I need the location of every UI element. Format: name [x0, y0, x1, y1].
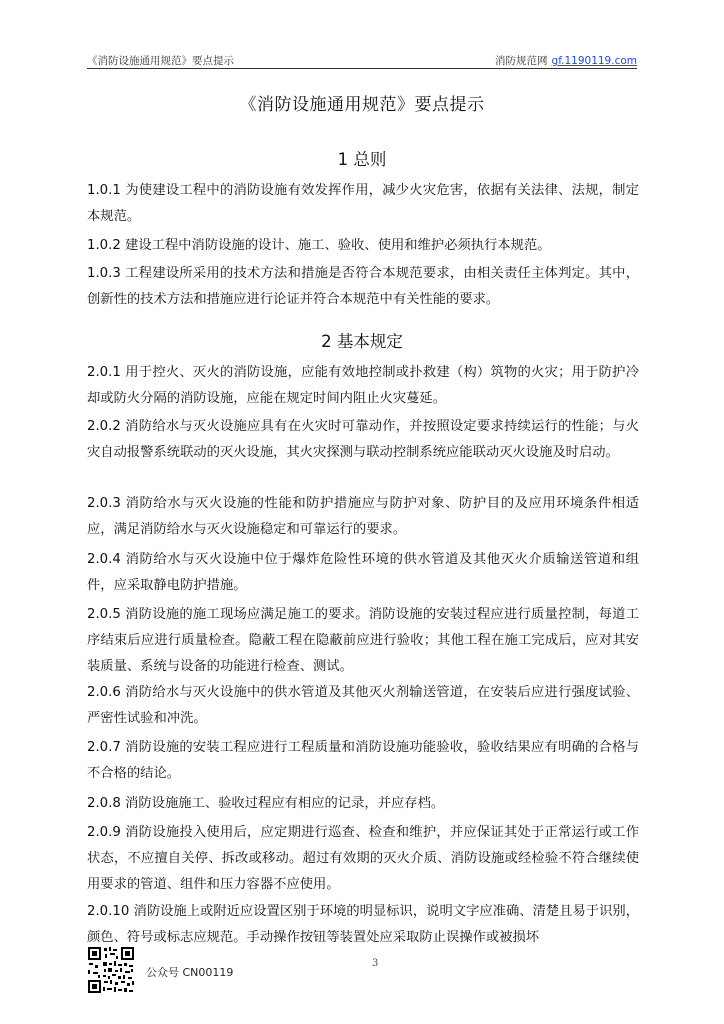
paragraph-1-0-3: 1.0.3 工程建设所采用的技术方法和措施是否符合本规范要求，由相关责任主体判定。其中，创新性的技术方法和措施应进行论证并符合本规范中有关性能的要求。: [87, 266, 639, 307]
paragraph-2-0-4: 2.0.4 消防给水与灭火设施中位于爆炸危险性环境的供水管道及其他灭火介质输送管道和组件，应采取静电防护措施。: [87, 552, 639, 593]
header-right-site: [495, 53, 637, 68]
paragraph-1-0-1: 1.0.1 为使建设工程中的消防设施有效发挥作用，减少火灾危害，依据有关法律、法规，制定本规范。: [87, 183, 639, 224]
section-heading-2: 2 基本规定: [321, 332, 403, 351]
paragraph-2-0-2: 2.0.2 消防给水与灭火设施应具有在火灾时可靠动作，并按照设定要求持续运行的性能；与火灾自动报警系统联动的灭火设施，其火灾探测与联动控制系统应能联动灭火设施及时启动。: [87, 419, 639, 460]
paragraph-2-0-8: 2.0.8 消防设施施工、验收过程应有相应的记录，并应存档。: [87, 796, 445, 811]
page-header: [87, 51, 637, 69]
header-site-name: 消防规范网: [495, 55, 548, 67]
header-site-link[interactable]: gf.1190119.com: [551, 55, 637, 67]
paragraph-1-0-2: 1.0.2 建设工程中消防设施的设计、施工、验收、使用和维护必须执行本规范。: [87, 238, 551, 253]
paragraph-2-0-6: 2.0.6 消防给水与灭火设施中的供水管道及其他灭火剂输送管道，在安装后应进行强度试验、严密性试验和冲洗。: [87, 685, 639, 726]
paragraph-2-0-5: 2.0.5 消防设施的施工现场应满足施工的要求。消防设施的安装过程应进行质量控制，每道工序结束后应进行质量检查。隐蔽工程在隐蔽前应进行验收；其他工程在施工完成后，应对其安装质量、系统与设备的功能进行检查、测试。: [87, 607, 639, 674]
paragraph-2-0-10: 2.0.10 消防设施上或附近应设置区别于环境的明显标识，说明文字应准确、清楚且易于识别，颜色、符号或标志应规范。手动操作按钮等装置处应采取防止误操作或被损坏: [87, 904, 639, 945]
page-number: 3: [372, 958, 379, 969]
paragraph-2-0-3: 2.0.3 消防给水与灭火设施的性能和防护措施应与防护对象、防护目的及应用环境条件相适应，满足消防给水与灭火设施稳定和可靠运行的要求。: [87, 496, 639, 537]
wechat-account-label: 公众号 CN00119: [146, 966, 234, 979]
paragraph-2-0-1: 2.0.1 用于控火、灭火的消防设施，应能有效地控制或扑救建（构）筑物的火灾；用于防护冷却或防火分隔的消防设施，应能在规定时间内阻止火灾蔓延。: [87, 365, 639, 406]
section-heading-1: 1 总则: [337, 150, 387, 169]
qr-code-icon: [87, 946, 135, 994]
paragraph-2-0-7: 2.0.7 消防设施的安装工程应进行工程质量和消防设施功能验收，验收结果应有明确的合格与不合格的结论。: [87, 740, 639, 781]
document-title: 《消防设施通用规范》要点提示: [239, 95, 485, 115]
paragraph-2-0-9: 2.0.9 消防设施投入使用后，应定期进行巡查、检查和维护，并应保证其处于正常运行或工作状态，不应擅自关停、拆改或移动。超过有效期的灭火介质、消防设施或经检验不符合继续使用要求的管道、组件和压力容器不应使用。: [87, 825, 639, 892]
header-left-title: 《消防设施通用规范》要点提示: [87, 55, 234, 67]
